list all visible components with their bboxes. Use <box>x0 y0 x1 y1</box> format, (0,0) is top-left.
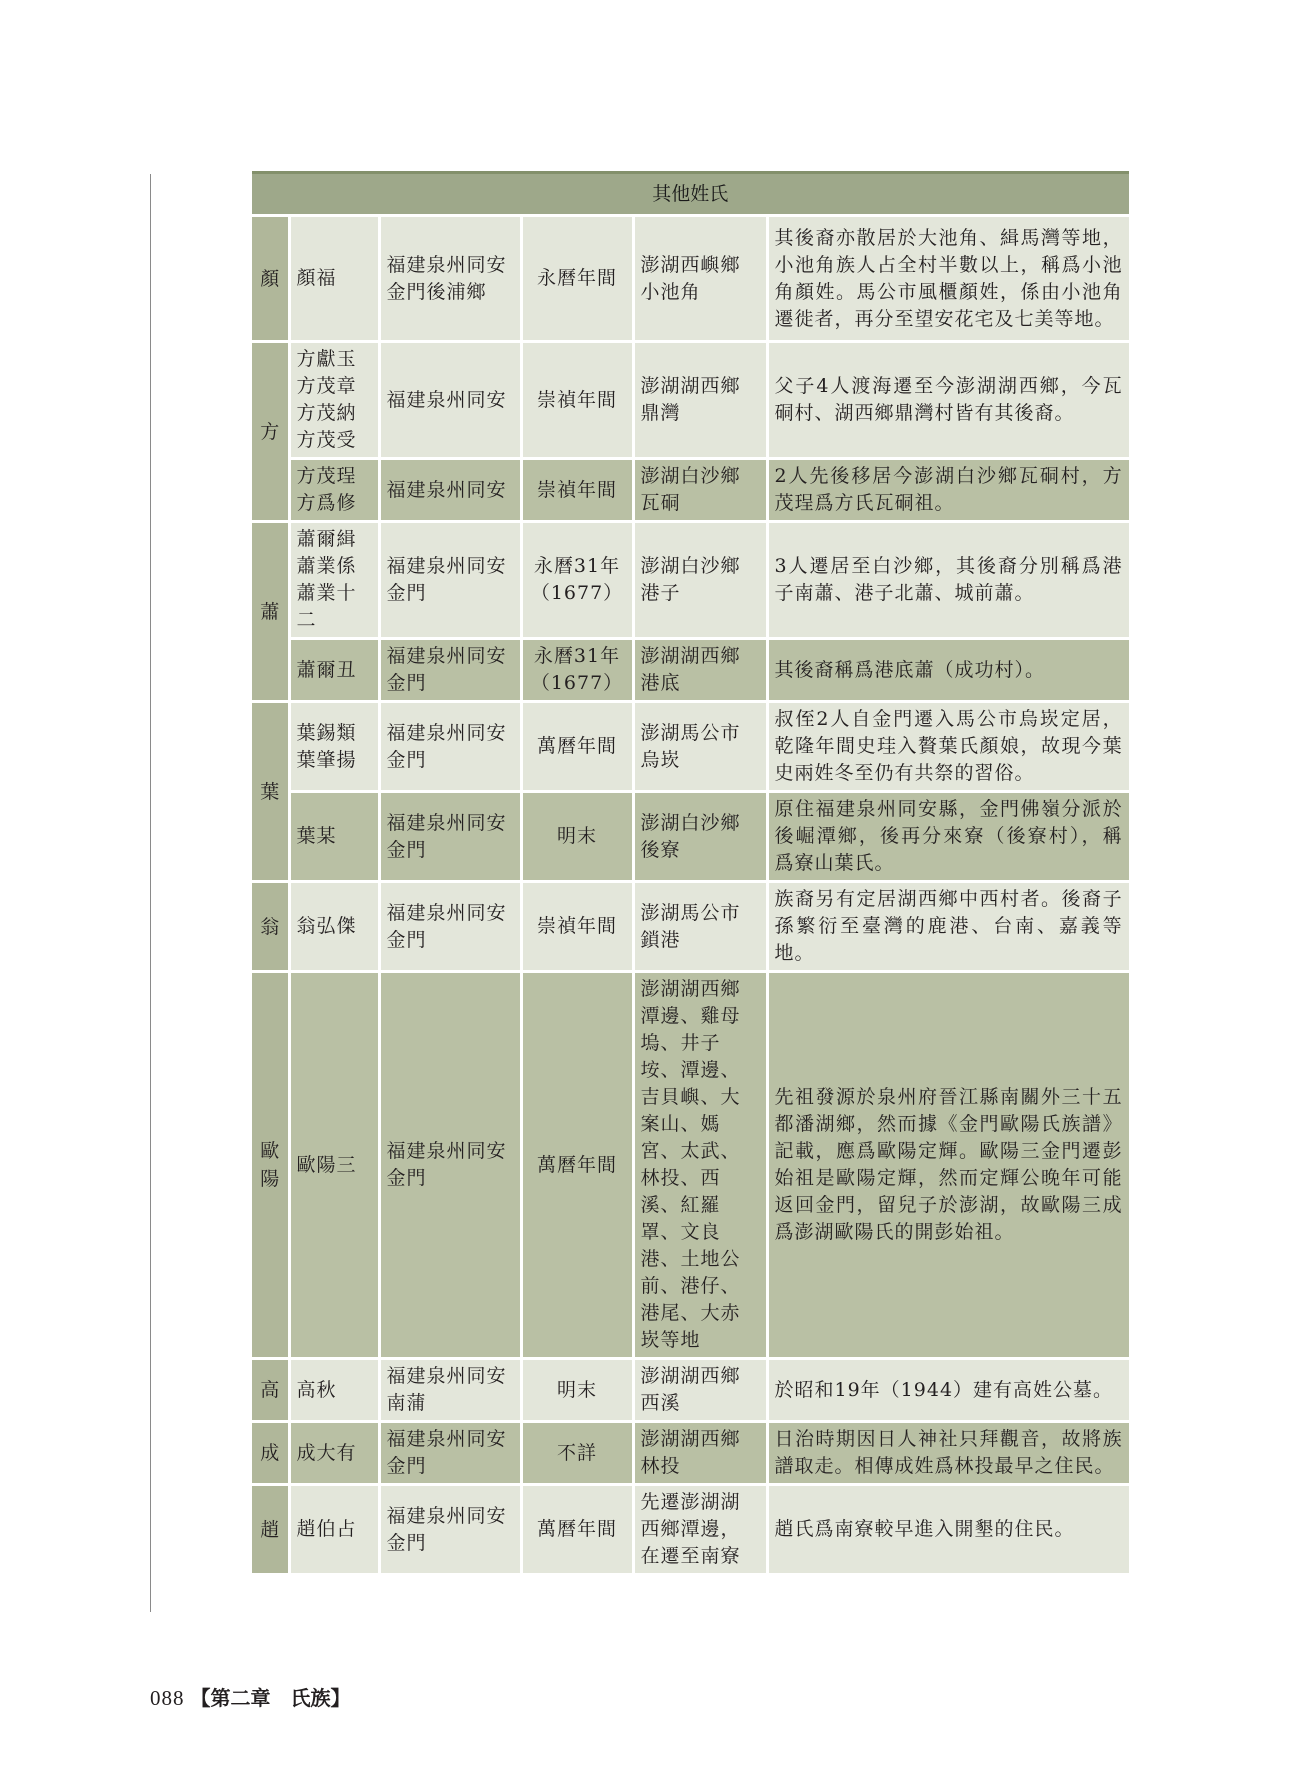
settlement-cell: 澎湖馬公市鎖港 <box>633 882 767 972</box>
surname-label: 翁 <box>260 915 280 938</box>
table-row <box>252 1485 1130 1575</box>
surname-label: 顏 <box>260 267 280 290</box>
period-cell: 萬曆年間 <box>521 702 633 792</box>
period-cell: 崇禎年間 <box>521 342 633 459</box>
origin-cell: 福建泉州同安金門 <box>379 792 521 882</box>
settlement-cell: 澎湖湖西鄉林投 <box>633 1422 767 1485</box>
ancestor-cell: 趙伯占 <box>289 1485 379 1575</box>
note-cell: 父子4人渡海遷至今澎湖湖西鄉，今瓦硐村、湖西鄉鼎灣村皆有其後裔。 <box>767 342 1130 459</box>
ancestor-cell: 方茂珵方爲修 <box>289 459 379 522</box>
settlement-cell: 澎湖馬公市烏崁 <box>633 702 767 792</box>
surname-label: 歐陽 <box>260 1140 280 1190</box>
ancestor-cell: 成大有 <box>289 1422 379 1485</box>
origin-cell: 福建泉州同安金門 <box>379 1485 521 1575</box>
note-cell: 族裔另有定居湖西鄉中西村者。後裔子孫繁衍至臺灣的鹿港、台南、嘉義等地。 <box>767 882 1130 972</box>
surname-label: 成 <box>260 1442 280 1464</box>
ancestor-cell: 蕭爾緝蕭業係蕭業十二 <box>289 522 379 639</box>
period-cell: 明末 <box>521 792 633 882</box>
surname-cell <box>252 972 289 1359</box>
table-row <box>252 1422 1130 1485</box>
ancestor-cell: 高秋 <box>289 1359 379 1422</box>
surname-table <box>252 171 1132 1576</box>
period-cell: 崇禎年間 <box>521 459 633 522</box>
period-cell: 不詳 <box>521 1422 633 1485</box>
note-cell: 原住福建泉州同安縣，金門佛嶺分派於後崛潭鄉，後再分來寮（後寮村），稱爲寮山葉氏。 <box>767 792 1130 882</box>
origin-cell: 福建泉州同安南蒲 <box>379 1359 521 1422</box>
surname-cell <box>252 216 289 342</box>
note-cell: 先祖發源於泉州府晉江縣南關外三十五都潘湖鄉，然而據《金門歐陽氏族譜》記載，應爲歐陽定輝。歐陽三金門遷彭始祖是歐陽定輝，然而定輝公晚年可能返回金門，留兒子於澎湖，故歐陽三成爲澎湖歐陽氏的開彭始祖。 <box>767 972 1130 1359</box>
table-row <box>252 792 1130 882</box>
settlement-cell: 澎湖湖西鄉港底 <box>633 639 767 702</box>
settlement-cell: 澎湖湖西鄉潭邊、雞母塢、井子垵、潭邊、吉貝嶼、大案山、媽宮、太武、林投、西溪、紅羅罩、文良港、土地公前、港仔、港尾、大赤崁等地 <box>633 972 767 1359</box>
surname-label: 葉 <box>260 780 280 803</box>
origin-cell: 福建泉州同安金門 <box>379 639 521 702</box>
period-cell: 永曆年間 <box>521 216 633 342</box>
settlement-cell: 先遷澎湖湖西鄉潭邊，在遷至南寮 <box>633 1485 767 1575</box>
ancestor-cell: 方獻玉方茂章方茂納方茂受 <box>289 342 379 459</box>
surname-cell <box>252 882 289 972</box>
settlement-cell: 澎湖白沙鄉瓦硐 <box>633 459 767 522</box>
settlement-cell: 澎湖西嶼鄉小池角 <box>633 216 767 342</box>
table-header: 其他姓氏 <box>252 173 1130 216</box>
surname-cell <box>252 1485 289 1575</box>
origin-cell: 福建泉州同安金門 <box>379 882 521 972</box>
origin-cell: 福建泉州同安 <box>379 459 521 522</box>
table-row <box>252 882 1130 972</box>
settlement-cell: 澎湖白沙鄉港子 <box>633 522 767 639</box>
table-row <box>252 1359 1130 1422</box>
table-row <box>252 342 1130 459</box>
origin-cell: 福建泉州同安金門 <box>379 522 521 639</box>
table-row <box>252 522 1130 639</box>
left-margin-rule <box>150 174 151 1612</box>
surname-label: 蕭 <box>260 600 280 623</box>
period-cell: 明末 <box>521 1359 633 1422</box>
period-cell: 萬曆年間 <box>521 972 633 1359</box>
table-row <box>252 459 1130 522</box>
chapter-title: 【第二章 氏族】 <box>190 1686 351 1710</box>
table-row <box>252 972 1130 1359</box>
note-cell: 3人遷居至白沙鄉，其後裔分別稱爲港子南蕭、港子北蕭、城前蕭。 <box>767 522 1130 639</box>
table-row <box>252 639 1130 702</box>
note-cell: 趙氏爲南寮較早進入開墾的住民。 <box>767 1485 1130 1575</box>
settlement-cell: 澎湖湖西鄉西溪 <box>633 1359 767 1422</box>
surname-cell <box>252 1422 289 1485</box>
surname-cell <box>252 522 289 702</box>
ancestor-cell: 歐陽三 <box>289 972 379 1359</box>
ancestor-cell: 葉錫類葉肇揚 <box>289 702 379 792</box>
table-row <box>252 216 1130 342</box>
table-body <box>252 216 1130 1575</box>
page-number: 088 <box>150 1686 185 1710</box>
origin-cell: 福建泉州同安金門 <box>379 972 521 1359</box>
note-cell: 2人先後移居今澎湖白沙鄉瓦硐村，方茂珵爲方氏瓦硐祖。 <box>767 459 1130 522</box>
ancestor-cell: 蕭爾丑 <box>289 639 379 702</box>
origin-cell: 福建泉州同安金門後浦鄉 <box>379 216 521 342</box>
period-cell: 永曆31年（1677） <box>521 522 633 639</box>
ancestor-cell: 翁弘傑 <box>289 882 379 972</box>
period-cell: 永曆31年（1677） <box>521 639 633 702</box>
note-cell: 日治時期因日人神社只拜觀音，故將族譜取走。相傳成姓爲林投最早之住民。 <box>767 1422 1130 1485</box>
table-row <box>252 702 1130 792</box>
surname-label: 方 <box>260 420 280 443</box>
origin-cell: 福建泉州同安金門 <box>379 1422 521 1485</box>
settlement-cell: 澎湖湖西鄉鼎灣 <box>633 342 767 459</box>
surname-cell <box>252 702 289 882</box>
settlement-cell: 澎湖白沙鄉後寮 <box>633 792 767 882</box>
surname-cell <box>252 1359 289 1422</box>
origin-cell: 福建泉州同安金門 <box>379 702 521 792</box>
period-cell: 萬曆年間 <box>521 1485 633 1575</box>
surname-label: 高 <box>260 1379 280 1401</box>
origin-cell: 福建泉州同安 <box>379 342 521 459</box>
note-cell: 其後裔稱爲港底蕭（成功村）。 <box>767 639 1130 702</box>
note-cell: 叔侄2人自金門遷入馬公市烏崁定居，乾隆年間史珪入贅葉氏顏娘，故現今葉史兩姓冬至仍有共祭的習俗。 <box>767 702 1130 792</box>
surname-label: 趙 <box>260 1518 280 1541</box>
ancestor-cell: 顏福 <box>289 216 379 342</box>
period-cell: 崇禎年間 <box>521 882 633 972</box>
ancestor-cell: 葉某 <box>289 792 379 882</box>
surname-cell <box>252 342 289 522</box>
note-cell: 其後裔亦散居於大池角、緝馬灣等地，小池角族人占全村半數以上，稱爲小池角顏姓。馬公市風櫃顏姓，係由小池角遷徙者，再分至望安花宅及七美等地。 <box>767 216 1130 342</box>
note-cell: 於昭和19年（1944）建有高姓公墓。 <box>767 1359 1130 1422</box>
page-footer <box>150 1682 351 1711</box>
